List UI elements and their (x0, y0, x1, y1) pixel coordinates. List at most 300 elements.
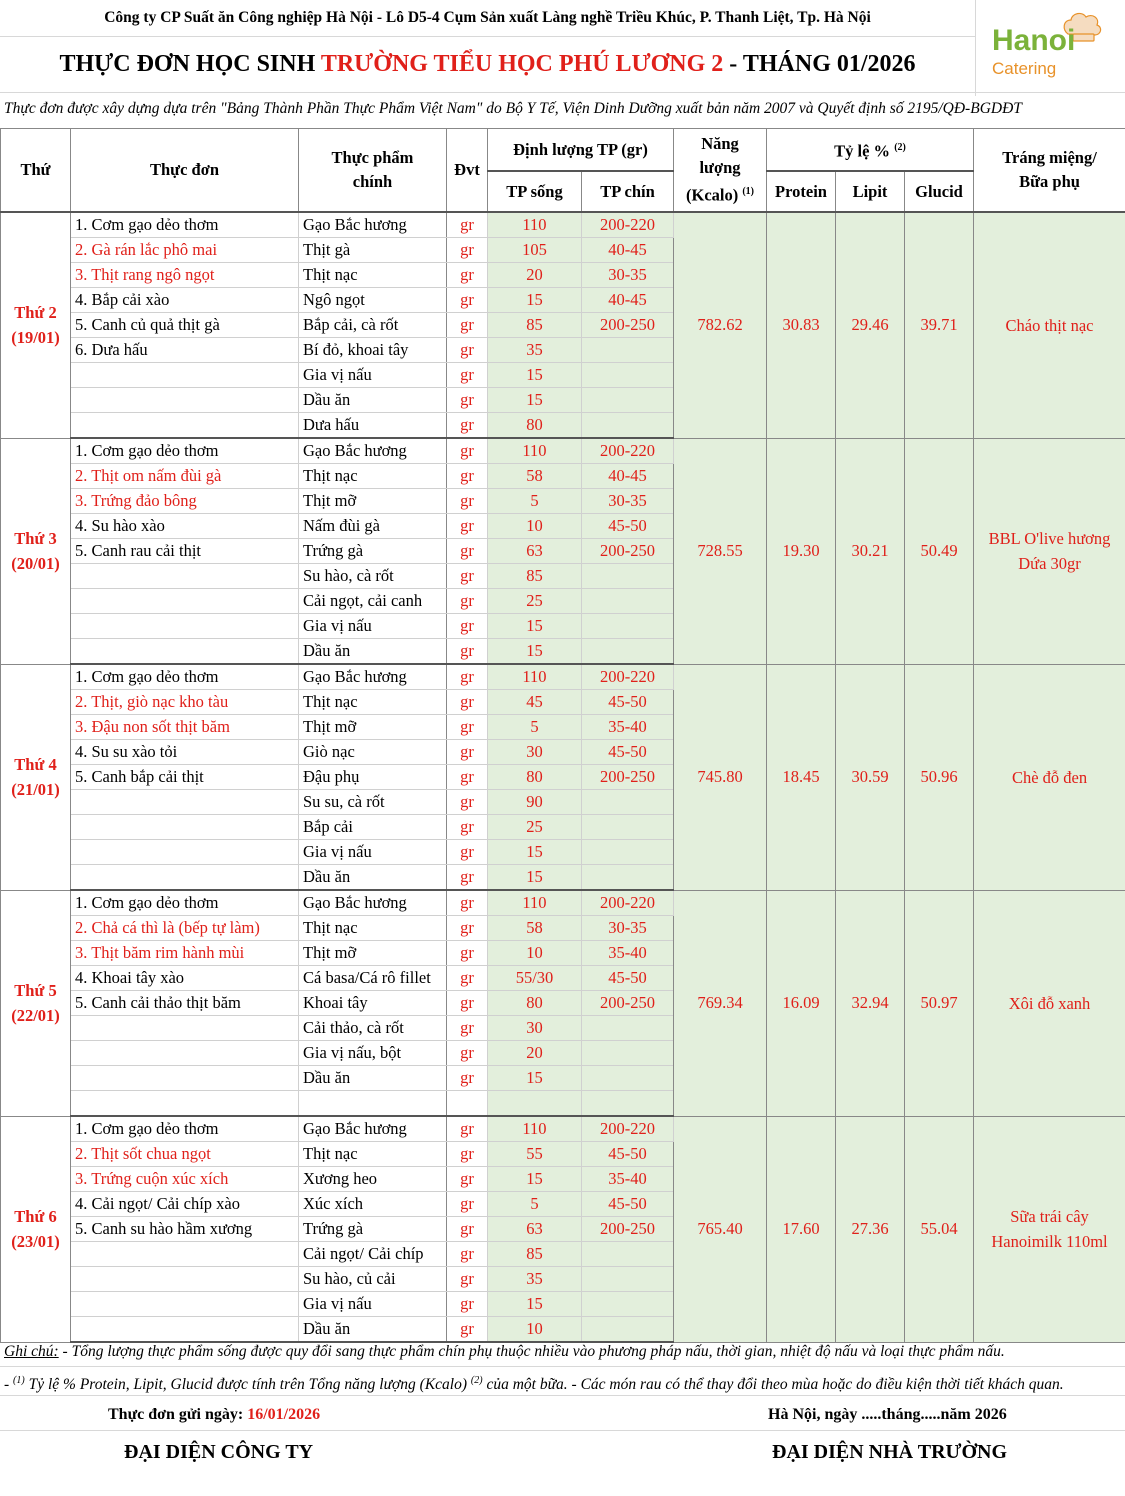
dish-cell: 4. Bắp cải xào (71, 288, 299, 313)
dish-cell (71, 564, 299, 589)
table-row (1, 664, 1125, 690)
unit-cell: gr (447, 1167, 488, 1192)
cooked-weight-cell: 45-50 (582, 1142, 674, 1167)
company-address: Công ty CP Suất ăn Công nghiệp Hà Nội - Lô D5-4 Cụm Sản xuất Làng nghề Triều Khúc, P. Thanh Liệt, Tp. Hà Nội (104, 9, 871, 26)
dish-cell: 1. Cơm gạo dẻo thơm (71, 438, 299, 464)
cooked-weight-cell: 30-35 (582, 263, 674, 288)
ingredient-cell: Thịt nạc (299, 916, 447, 941)
hanoi-catering-logo (976, 0, 1125, 95)
cooked-weight-cell (582, 840, 674, 865)
unit-cell: gr (447, 865, 488, 891)
sent-date (108, 1400, 320, 1430)
ingredient-cell: Thịt nạc (299, 1142, 447, 1167)
raw-weight-cell: 15 (488, 388, 582, 413)
energy-cell: 769.34 (674, 890, 767, 1116)
table-row (1, 212, 1125, 238)
dish-cell: 1. Cơm gạo dẻo thơm (71, 664, 299, 690)
ingredient-cell: Gạo Bắc hương (299, 212, 447, 238)
unit-cell: gr (447, 212, 488, 238)
col-header-nang-luong-line2: lượng (699, 158, 741, 178)
ingredient-cell: Su hào, củ cải (299, 1267, 447, 1292)
dish-cell (71, 1091, 299, 1117)
dish-cell (71, 363, 299, 388)
raw-weight-cell: 105 (488, 238, 582, 263)
dish-cell: 1. Cơm gạo dẻo thơm (71, 1116, 299, 1142)
school-name: TRƯỜNG TIỂU HỌC PHÚ LƯƠNG 2 (320, 51, 724, 77)
day-cell (1, 890, 71, 1116)
dish-cell (71, 815, 299, 840)
protein-cell: 19.30 (767, 438, 836, 664)
glucid-cell: 55.04 (905, 1116, 974, 1342)
unit-cell: gr (447, 1217, 488, 1242)
ingredient-cell: Nấm đùi gà (299, 514, 447, 539)
ingredient-cell (299, 1091, 447, 1117)
raw-weight-cell: 15 (488, 639, 582, 665)
day-date: (19/01) (11, 328, 60, 348)
cooked-weight-cell: 30-35 (582, 916, 674, 941)
dish-cell: 4. Su su xào tỏi (71, 740, 299, 765)
dish-cell: 4. Khoai tây xào (71, 966, 299, 991)
ingredient-cell: Gạo Bắc hương (299, 890, 447, 916)
cooked-weight-cell: 40-45 (582, 288, 674, 313)
dish-cell: 2. Gà rán lắc phô mai (71, 238, 299, 263)
logo-subtitle: Catering (992, 59, 1057, 78)
ingredient-cell: Xúc xích (299, 1192, 447, 1217)
cooked-weight-cell: 200-250 (582, 1217, 674, 1242)
raw-weight-cell: 110 (488, 212, 582, 238)
ingredient-cell: Cá basa/Cá rô fillet (299, 966, 447, 991)
divider (0, 92, 1125, 93)
raw-weight-cell: 80 (488, 765, 582, 790)
cooked-weight-cell: 200-220 (582, 438, 674, 464)
dish-cell: 5. Canh củ quả thịt gà (71, 313, 299, 338)
col-header-lipit: Lipit (836, 171, 905, 212)
dish-cell (71, 790, 299, 815)
cooked-weight-cell (582, 790, 674, 815)
ingredient-cell: Gạo Bắc hương (299, 438, 447, 464)
unit-cell: gr (447, 916, 488, 941)
dish-cell (71, 1041, 299, 1066)
ingredient-cell: Dầu ăn (299, 1317, 447, 1343)
unit-cell: gr (447, 589, 488, 614)
dish-cell: 4. Cải ngọt/ Cải chíp xào (71, 1192, 299, 1217)
reference-note: Thực đơn được xây dựng dựa trên "Bảng Thành Phần Thực Phẩm Việt Nam" do Bộ Y Tế, Viện Dinh Dưỡng xuất bản năm 2007 và Quyết định số 2195/QĐ-BGDĐT (4, 100, 1022, 117)
lipit-cell: 30.59 (836, 664, 905, 890)
unit-cell: gr (447, 288, 488, 313)
ingredient-cell: Gia vị nấu, bột (299, 1041, 447, 1066)
raw-weight-cell: 15 (488, 1167, 582, 1192)
divider (0, 36, 975, 37)
col-header-thuc-pham-line2: chính (352, 172, 393, 191)
ingredient-cell: Xương heo (299, 1167, 447, 1192)
raw-weight-cell: 63 (488, 1217, 582, 1242)
unit-cell: gr (447, 1292, 488, 1317)
col-header-nang-luong-line3 (674, 180, 766, 208)
col-header-thuc-pham (299, 129, 447, 213)
table-row (1, 1116, 1125, 1142)
cooked-weight-cell (582, 614, 674, 639)
dish-cell (71, 840, 299, 865)
raw-weight-cell: 25 (488, 589, 582, 614)
unit-cell: gr (447, 966, 488, 991)
footnote-ref-1: (1) (742, 186, 755, 198)
note-text-2a: Tỷ lệ % Protein, Lipit, Glucid được tính trên Tổng năng lượng (Kcalo) (24, 1376, 471, 1394)
energy-cell: 782.62 (674, 212, 767, 438)
dish-cell: 4. Su hào xào (71, 514, 299, 539)
col-header-glucid: Glucid (905, 171, 974, 212)
col-header-tp-chin: TP chín (582, 171, 674, 212)
ingredient-cell: Dầu ăn (299, 1066, 447, 1091)
glucid-cell: 50.96 (905, 664, 974, 890)
col-header-dvt: Đvt (447, 129, 488, 213)
dish-cell: 2. Chả cá thì là (bếp tự làm) (71, 916, 299, 941)
ingredient-cell: Thịt mỡ (299, 715, 447, 740)
raw-weight-cell: 30 (488, 1016, 582, 1041)
unit-cell: gr (447, 639, 488, 665)
ingredient-cell: Trứng gà (299, 1217, 447, 1242)
energy-cell: 745.80 (674, 664, 767, 890)
unit-cell: gr (447, 1116, 488, 1142)
dessert-cell: BBL O'live hương Dứa 30gr (974, 438, 1125, 664)
raw-weight-cell: 20 (488, 1041, 582, 1066)
ingredient-cell: Cải ngọt, cải canh (299, 589, 447, 614)
unit-cell: gr (447, 1267, 488, 1292)
dish-cell: 6. Dưa hấu (71, 338, 299, 363)
cooked-weight-cell (582, 1066, 674, 1091)
note-text-2b: của một bữa. - Các món rau có thể thay đổi theo mùa hoặc do điều kiện thời tiết khách quan. (482, 1376, 1064, 1394)
raw-weight-cell: 80 (488, 991, 582, 1016)
title-month: - THÁNG 01/2026 (723, 51, 916, 77)
raw-weight-cell: 15 (488, 865, 582, 891)
cooked-weight-cell (582, 815, 674, 840)
dish-cell (71, 589, 299, 614)
unit-cell: gr (447, 815, 488, 840)
col-header-nang-luong-line1: Năng (701, 134, 739, 154)
ingredient-cell: Gia vị nấu (299, 840, 447, 865)
cooked-weight-cell: 40-45 (582, 238, 674, 263)
col-header-thuc-pham-line1: Thực phẩm (331, 148, 414, 167)
unit-cell: gr (447, 1317, 488, 1343)
title-prefix: THỰC ĐƠN HỌC SINH (59, 51, 321, 77)
dish-cell: 2. Thịt sốt chua ngọt (71, 1142, 299, 1167)
cooked-weight-cell (582, 639, 674, 665)
dish-cell: 3. Đậu non sốt thịt băm (71, 715, 299, 740)
raw-weight-cell: 35 (488, 338, 582, 363)
raw-weight-cell: 85 (488, 564, 582, 589)
col-header-tp-song: TP sống (488, 171, 582, 212)
dish-cell: 3. Thịt rang ngô ngọt (71, 263, 299, 288)
raw-weight-cell: 10 (488, 514, 582, 539)
cooked-weight-cell (582, 589, 674, 614)
unit-cell: gr (447, 740, 488, 765)
protein-cell: 18.45 (767, 664, 836, 890)
dish-cell (71, 865, 299, 891)
cooked-weight-cell (582, 1242, 674, 1267)
ingredient-cell: Gia vị nấu (299, 363, 447, 388)
unit-cell: gr (447, 1016, 488, 1041)
unit-cell: gr (447, 765, 488, 790)
cooked-weight-cell: 200-220 (582, 664, 674, 690)
ingredient-cell: Gạo Bắc hương (299, 664, 447, 690)
lipit-cell: 30.21 (836, 438, 905, 664)
sent-label: Thực đơn gửi ngày: (108, 1406, 248, 1423)
glucid-cell: 39.71 (905, 212, 974, 438)
table-row (1, 890, 1125, 916)
ingredient-cell: Su su, cà rốt (299, 790, 447, 815)
dish-cell: 3. Trứng đảo bông (71, 489, 299, 514)
ingredient-cell: Thịt gà (299, 238, 447, 263)
unit-cell: gr (447, 514, 488, 539)
cooked-weight-cell: 45-50 (582, 514, 674, 539)
dish-cell (71, 1016, 299, 1041)
dessert-cell: Sữa trái cây Hanoimilk 110ml (974, 1116, 1125, 1342)
day-label: Thứ 3 (14, 529, 57, 548)
raw-weight-cell: 15 (488, 1292, 582, 1317)
unit-cell: gr (447, 690, 488, 715)
unit-cell: gr (447, 1066, 488, 1091)
dish-cell: 5. Canh rau cải thịt (71, 539, 299, 564)
unit-cell: gr (447, 388, 488, 413)
col-header-thuc-don: Thực đơn (71, 129, 299, 213)
page-title (0, 40, 975, 88)
ingredient-cell: Dầu ăn (299, 388, 447, 413)
raw-weight-cell: 110 (488, 664, 582, 690)
ingredient-cell: Thịt mỡ (299, 941, 447, 966)
cooked-weight-cell (582, 564, 674, 589)
lipit-cell: 29.46 (836, 212, 905, 438)
raw-weight-cell: 110 (488, 890, 582, 916)
protein-cell: 16.09 (767, 890, 836, 1116)
raw-weight-cell: 45 (488, 690, 582, 715)
cooked-weight-cell (582, 1292, 674, 1317)
raw-weight-cell: 15 (488, 288, 582, 313)
cooked-weight-cell (582, 1267, 674, 1292)
ingredient-cell: Thịt nạc (299, 690, 447, 715)
col-header-protein: Protein (767, 171, 836, 212)
day-cell (1, 438, 71, 664)
raw-weight-cell: 85 (488, 313, 582, 338)
unit-cell: gr (447, 464, 488, 489)
raw-weight-cell: 5 (488, 1192, 582, 1217)
note-text-1: - Tổng lượng thực phẩm sống được quy đổi sang thực phẩm chín phụ thuộc nhiều vào phương pháp nấu, thời gian, nhiệt độ nấu và loại thực phẩm nấu. (58, 1343, 1005, 1360)
company-representative: ĐẠI DIỆN CÔNG TY (124, 1441, 314, 1463)
raw-weight-cell: 5 (488, 715, 582, 740)
raw-weight-cell: 25 (488, 815, 582, 840)
raw-weight-cell: 58 (488, 464, 582, 489)
unit-cell: gr (447, 564, 488, 589)
raw-weight-cell: 110 (488, 1116, 582, 1142)
col-header-trang-mieng-line1: Tráng miệng/ (1002, 148, 1097, 167)
day-label: Thứ 6 (14, 1207, 57, 1226)
notes-section (0, 1338, 1125, 1396)
note-line-2 (0, 1367, 1125, 1396)
unit-cell: gr (447, 338, 488, 363)
raw-weight-cell: 58 (488, 916, 582, 941)
dish-cell: 5. Canh cải thảo thịt băm (71, 991, 299, 1016)
unit-cell: gr (447, 438, 488, 464)
ingredient-cell: Cải thảo, cà rốt (299, 1016, 447, 1041)
dish-cell (71, 639, 299, 665)
dessert-cell: Cháo thịt nạc (974, 212, 1125, 438)
cooked-weight-cell (582, 388, 674, 413)
cooked-weight-cell: 200-250 (582, 313, 674, 338)
glucid-cell: 50.49 (905, 438, 974, 664)
col-header-ty-le (767, 129, 974, 172)
ingredient-cell: Bắp cải, cà rốt (299, 313, 447, 338)
unit-cell: gr (447, 790, 488, 815)
logo-wordmark: Hanoi (992, 24, 1076, 57)
raw-weight-cell: 15 (488, 363, 582, 388)
col-header-trang-mieng (974, 129, 1125, 213)
dish-cell (71, 1066, 299, 1091)
cooked-weight-cell: 45-50 (582, 690, 674, 715)
dish-cell: 5. Canh bắp cải thịt (71, 765, 299, 790)
cooked-weight-cell: 200-220 (582, 890, 674, 916)
ingredient-cell: Dầu ăn (299, 639, 447, 665)
cooked-weight-cell: 45-50 (582, 740, 674, 765)
menu-table (0, 128, 1125, 1343)
ingredient-cell: Giò nạc (299, 740, 447, 765)
cooked-weight-cell (582, 363, 674, 388)
col-header-dinh-luong: Định lượng TP (gr) (488, 129, 674, 172)
dish-cell: 3. Trứng cuộn xúc xích (71, 1167, 299, 1192)
ingredient-cell: Thịt nạc (299, 464, 447, 489)
cooked-weight-cell (582, 1091, 674, 1117)
ingredient-cell: Gia vị nấu (299, 614, 447, 639)
raw-weight-cell: 20 (488, 263, 582, 288)
day-cell (1, 1116, 71, 1342)
protein-cell: 17.60 (767, 1116, 836, 1342)
day-cell (1, 212, 71, 438)
ingredient-cell: Dầu ăn (299, 865, 447, 891)
lipit-cell: 32.94 (836, 890, 905, 1116)
day-label: Thứ 2 (14, 303, 57, 323)
unit-cell: gr (447, 1242, 488, 1267)
cooked-weight-cell: 200-250 (582, 539, 674, 564)
raw-weight-cell: 15 (488, 1066, 582, 1091)
unit-cell: gr (447, 1041, 488, 1066)
raw-weight-cell: 5 (488, 489, 582, 514)
dish-cell: 5. Canh su hào hầm xương (71, 1217, 299, 1242)
dish-cell (71, 1292, 299, 1317)
note-sup-2: (2) (470, 1375, 483, 1386)
dish-cell (71, 1267, 299, 1292)
dish-cell (71, 413, 299, 439)
cooked-weight-cell: 35-40 (582, 941, 674, 966)
ingredient-cell: Ngô ngọt (299, 288, 447, 313)
energy-cell: 728.55 (674, 438, 767, 664)
raw-weight-cell: 80 (488, 413, 582, 439)
raw-weight-cell: 90 (488, 790, 582, 815)
dish-cell: 1. Cơm gạo dẻo thơm (71, 212, 299, 238)
dish-cell: 2. Thịt, giò nạc kho tàu (71, 690, 299, 715)
raw-weight-cell: 10 (488, 1317, 582, 1343)
raw-weight-cell: 85 (488, 1242, 582, 1267)
energy-cell: 765.40 (674, 1116, 767, 1342)
dish-cell (71, 1242, 299, 1267)
sent-date-value: 16/01/2026 (247, 1406, 321, 1423)
dessert-cell: Chè đỗ đen (974, 664, 1125, 890)
unit-cell: gr (447, 489, 488, 514)
note-label: Ghi chú: (4, 1343, 59, 1360)
sent-row (0, 1400, 1125, 1431)
ingredient-cell: Dưa hấu (299, 413, 447, 439)
unit-cell: gr (447, 715, 488, 740)
col-header-trang-mieng-line2: Bữa phụ (1019, 172, 1080, 191)
unit-cell: gr (447, 840, 488, 865)
raw-weight-cell: 55 (488, 1142, 582, 1167)
day-date: (22/01) (11, 1006, 60, 1025)
unit-cell: gr (447, 238, 488, 263)
raw-weight-cell: 110 (488, 438, 582, 464)
glucid-cell: 50.97 (905, 890, 974, 1116)
note-sup-1: (1) (13, 1375, 25, 1386)
cooked-weight-cell: 40-45 (582, 464, 674, 489)
note-dash: - (4, 1376, 14, 1394)
ingredient-cell: Gia vị nấu (299, 1292, 447, 1317)
cooked-weight-cell: 200-250 (582, 765, 674, 790)
ingredient-cell: Gạo Bắc hương (299, 1116, 447, 1142)
ingredient-cell: Trứng gà (299, 539, 447, 564)
day-cell (1, 664, 71, 890)
raw-weight-cell: 15 (488, 614, 582, 639)
document-header (0, 0, 1125, 96)
cooked-weight-cell (582, 338, 674, 363)
ingredient-cell: Su hào, cà rốt (299, 564, 447, 589)
ingredient-cell: Bí đỏ, khoai tây (299, 338, 447, 363)
cooked-weight-cell (582, 1041, 674, 1066)
cooked-weight-cell (582, 865, 674, 891)
cooked-weight-cell: 200-220 (582, 1116, 674, 1142)
raw-weight-cell: 15 (488, 840, 582, 865)
unit-cell: gr (447, 313, 488, 338)
table-row (1, 438, 1125, 464)
signature-row (0, 1432, 1125, 1472)
unit-cell: gr (447, 991, 488, 1016)
unit-cell: gr (447, 263, 488, 288)
protein-cell: 30.83 (767, 212, 836, 438)
day-label: Thứ 4 (14, 755, 57, 774)
cooked-weight-cell: 35-40 (582, 715, 674, 740)
dish-cell (71, 614, 299, 639)
school-representative: ĐẠI DIỆN NHÀ TRƯỜNG (772, 1441, 1008, 1463)
ingredient-cell: Cải ngọt/ Cải chíp (299, 1242, 447, 1267)
raw-weight-cell: 35 (488, 1267, 582, 1292)
unit-cell: gr (447, 941, 488, 966)
place-date: Hà Nội, ngày .....tháng.....năm 2026 (768, 1406, 1007, 1423)
unit-cell: gr (447, 664, 488, 690)
lipit-cell: 27.36 (836, 1116, 905, 1342)
cooked-weight-cell: 35-40 (582, 1167, 674, 1192)
note-line-1 (0, 1338, 1125, 1367)
raw-weight-cell: 10 (488, 941, 582, 966)
cooked-weight-cell (582, 413, 674, 439)
unit-cell (447, 1091, 488, 1117)
dish-cell (71, 388, 299, 413)
unit-cell: gr (447, 614, 488, 639)
dish-cell: 3. Thịt băm rim hành mùi (71, 941, 299, 966)
dessert-cell: Xôi đỗ xanh (974, 890, 1125, 1116)
cooked-weight-cell: 45-50 (582, 966, 674, 991)
day-date: (20/01) (11, 554, 60, 573)
unit-cell: gr (447, 539, 488, 564)
col-header-nang-luong (674, 129, 767, 213)
raw-weight-cell: 63 (488, 539, 582, 564)
ingredient-cell: Đậu phụ (299, 765, 447, 790)
raw-weight-cell (488, 1091, 582, 1117)
cooked-weight-cell (582, 1016, 674, 1041)
cooked-weight-cell: 200-250 (582, 991, 674, 1016)
